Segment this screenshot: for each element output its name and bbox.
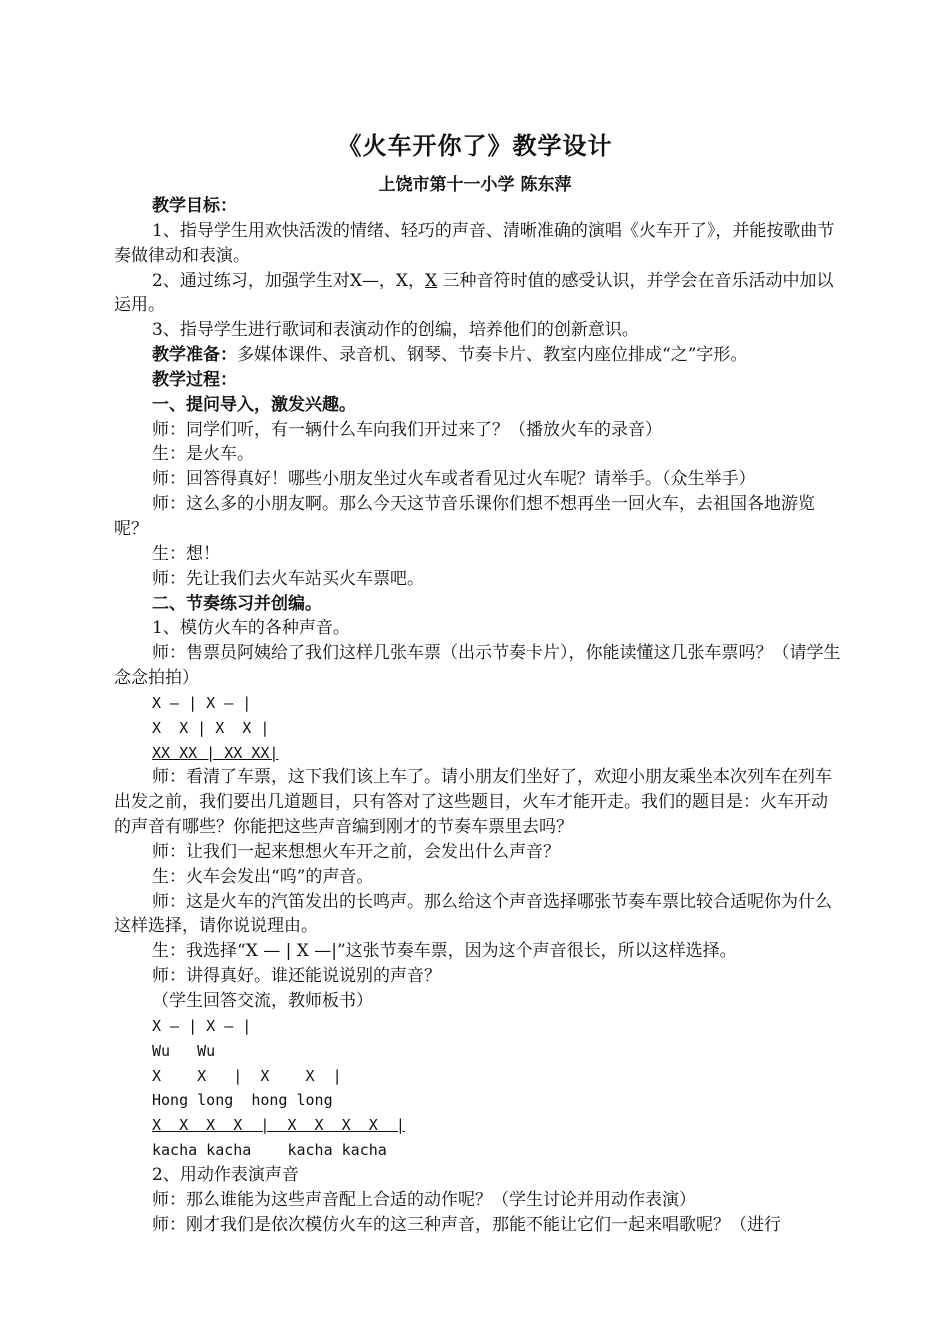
dialogue-line: 生：是火车。 — [152, 444, 254, 465]
rhythm-card-3: XX XX | XX XX| — [152, 743, 279, 762]
dialogue-line: 生：我选择“X — | X —|”这张节奏车票，因为这个声音很长，所以这样选择。 — [152, 941, 737, 962]
board-words-3: kacha kacha kacha kacha — [152, 1141, 387, 1160]
dialogue-line: 生：火车会发出“呜”的声音。 — [152, 866, 374, 887]
board-rhythm-1: X — | X — | — [152, 1016, 252, 1035]
rhythm-card-1: X — | X — | — [152, 693, 252, 712]
board-rhythm-2: X X | X X | — [152, 1066, 342, 1085]
subsection-heading: 2、用动作表演声音 — [152, 1164, 299, 1185]
preparation — [114, 343, 842, 368]
process-heading: 教学过程： — [152, 369, 237, 390]
section-2-heading: 二、节奏练习并创编。 — [152, 593, 322, 614]
dialogue-line: 师：同学们听，有一辆什么车向我们开过来了？（播放火车的录音） — [152, 419, 662, 440]
board-words-1: Wu Wu — [152, 1041, 216, 1060]
dialogue-line: 生：想！ — [152, 543, 220, 564]
board-words-2: Hong long hong long — [152, 1091, 333, 1110]
objectives-heading: 教学目标： — [152, 196, 237, 216]
dialogue-line: 师：回答得真好！哪些小朋友坐过火车或者看见过火车呢？请举手。（众生举手） — [152, 469, 756, 490]
dialogue-line: 师：那么谁能为这些声音配上合适的动作呢？（学生讨论并用动作表演） — [152, 1189, 696, 1210]
board-rhythm-3: X X X X | X X X X | — [152, 1116, 405, 1135]
dialogue-line: 师：讲得真好。谁还能说说别的声音？ — [152, 966, 441, 987]
objective-2 — [114, 269, 842, 319]
author-line: 上饶市第十一小学 陈东萍 — [378, 175, 572, 195]
preparation-text: 多媒体课件、录音机、钢琴、节奏卡片、教室内座位排成“之”字形。 — [237, 345, 748, 366]
subsection-heading: 1、模仿火车的各种声音。 — [152, 618, 350, 639]
dialogue-line: 师：这么多的小朋友啊。那么今天这节音乐课你们想不想再坐一回火车，去祖国各地游览呢？ — [114, 494, 815, 539]
dialogue-line: 师：看清了车票，这下我们该上车了。请小朋友们坐好了，欢迎小朋友乘坐本次列车在列车出发之前，我们要出几道题目，只有答对了这些题目，火车才能开走。我们的题目是：火车开动的声音有哪些？你能把这些声音编到刚才的节奏车票里去吗？ — [114, 767, 832, 838]
objective-3: 3、指导学生进行歌词和表演动作的创编，培养他们的创新意识。 — [152, 320, 639, 341]
dialogue-line: 师：先让我们去火车站买火车票吧。 — [152, 568, 424, 589]
dialogue-line: 师：这是火车的汽笛发出的长鸣声。那么给这个声音选择哪张节奏车票比较合适呢你为什么这样选择，请你说说理由。 — [114, 891, 832, 937]
dialogue-line: 师：让我们一起来想想火车开之前，会发出什么声音？ — [152, 841, 560, 862]
objective-2-text-b: 三种音符时值的感受认识，并学会在音乐活动中加以运用。 — [114, 270, 834, 316]
document-body — [114, 194, 842, 1237]
objective-2-text-a: 2、通过练习，加强学生对X—，X， — [152, 270, 426, 291]
dialogue-line: 师：售票员阿姨给了我们这样几张车票（出示节奏卡片），你能读懂这几张车票吗？（请学生念念拍拍） — [114, 643, 841, 689]
document-title: 《火车开你了》教学设计 — [337, 131, 613, 160]
objective-1: 1、指导学生用欢快活泼的情绪、轻巧的声音、清晰准确的演唱《火车开了》，并能按歌曲节奏做律动和表演。 — [114, 220, 835, 266]
dialogue-line: 师：刚才我们是依次模仿火车的这三种声音，那能不能让它们一起来唱歌呢？（进行 — [152, 1214, 781, 1235]
objective-2-underlined-note: X — [425, 270, 438, 291]
dialogue-line: （学生回答交流，教师板书） — [152, 991, 373, 1011]
preparation-heading: 教学准备： — [152, 345, 237, 366]
section-1-heading: 一、提问导入，激发兴趣。 — [152, 394, 356, 415]
rhythm-card-2: X X | X X | — [152, 718, 270, 737]
